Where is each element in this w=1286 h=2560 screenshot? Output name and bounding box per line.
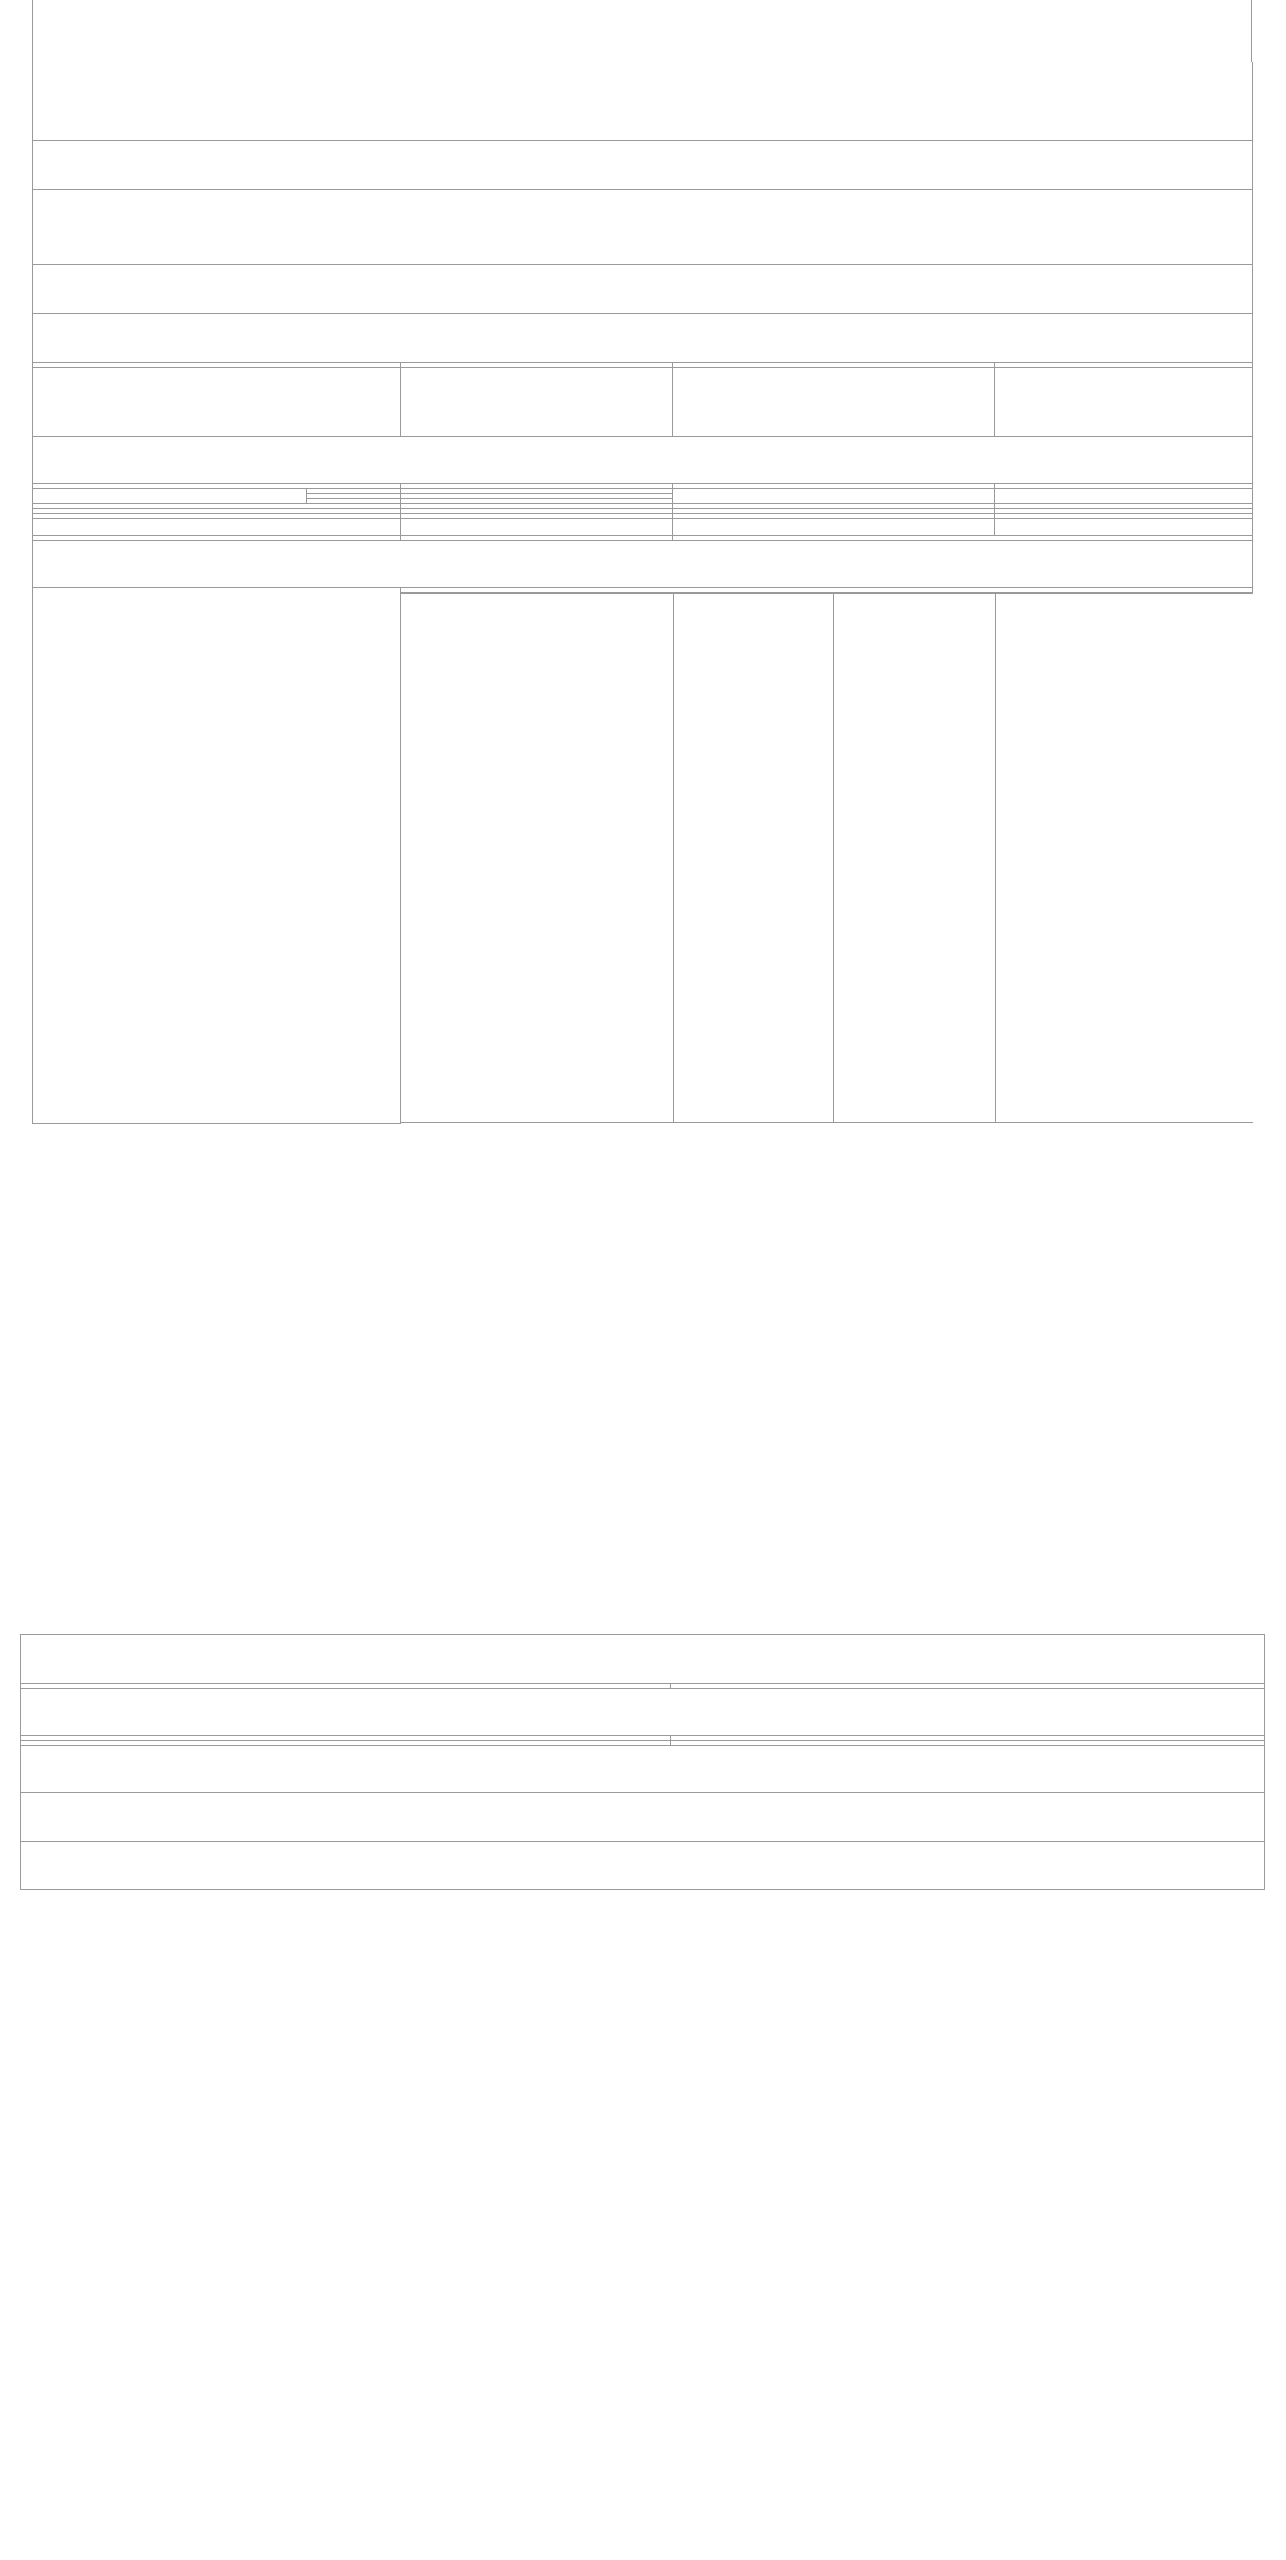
compartment-table [20,1634,1265,1890]
subheader-table [401,593,1253,1123]
other-appliance-label [673,368,995,437]
supplier-name-row [33,141,1253,190]
total-volume-label [673,489,995,504]
sheet-top [32,0,1252,1124]
total-volume-value [995,489,1253,504]
compartment-subheaders [401,593,1253,1124]
guarantee-row [21,1746,1265,1793]
weblink-row [21,1842,1265,1890]
general-section-heading [33,437,1253,484]
compartment-section-heading [33,541,1253,588]
defrost-header [995,594,1253,1123]
additional-info-row [21,1793,1265,1842]
max-temp-value [995,519,1253,536]
compartment-type-header [33,588,401,1124]
min-temp-label [33,519,401,536]
model-row [33,265,1253,314]
page-title [32,0,1252,62]
freezing-header [833,594,995,1123]
regulation-text [33,62,1253,141]
light-section-heading [21,1689,1265,1736]
type-section-heading [33,314,1253,363]
main-table [32,62,1253,1124]
compartment-list [20,1634,1264,1890]
dimensions-label [33,489,307,504]
wine-storage-label [33,368,401,437]
wine-storage-value [401,368,673,437]
volume-header [401,594,673,1123]
four-star-heading [21,1635,1265,1684]
other-appliance-value [995,368,1253,437]
temp-header [673,594,833,1123]
min-temp-value [401,519,673,536]
supplier-address-row [33,190,1253,265]
max-temp-label [673,519,995,536]
